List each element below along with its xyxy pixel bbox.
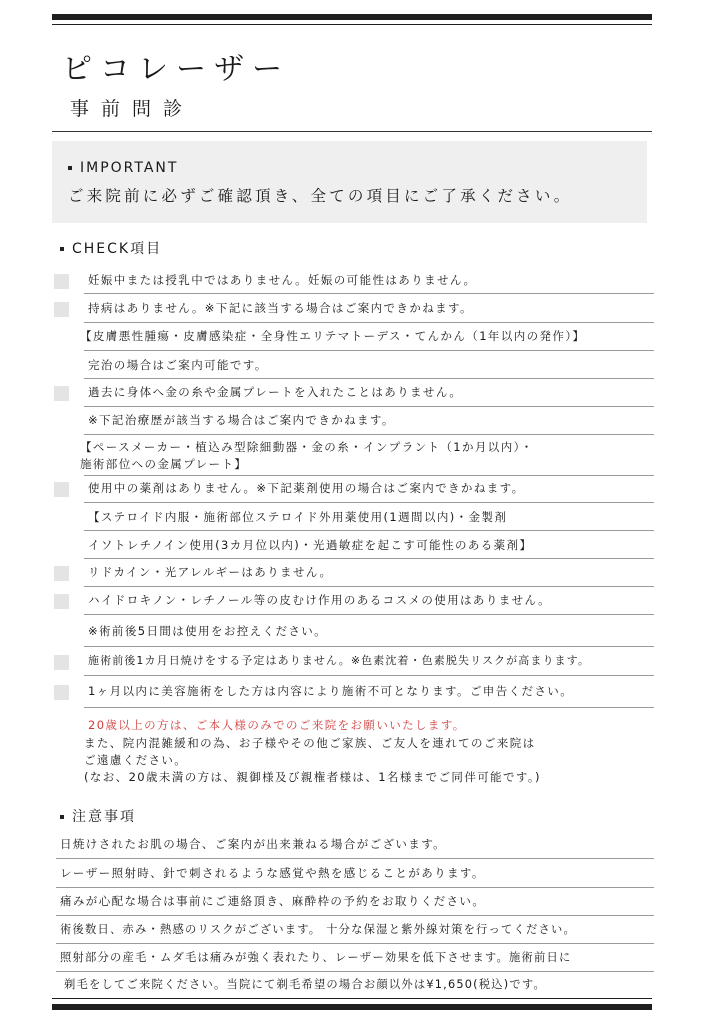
check-row: 持病はありません。※下記に該当する場合はご案内できかねます。 [88, 301, 473, 315]
row-divider [84, 586, 654, 587]
check-row: 妊娠中または授乳中ではありません。妊娠の可能性はありません。 [88, 273, 477, 287]
row-divider [56, 971, 654, 972]
row-divider [84, 350, 654, 351]
check-row: ※下記治療歴が該当する場合はご案内できかねます。 [88, 413, 395, 427]
page-title: ピコレーザー [62, 52, 290, 87]
row-divider [84, 530, 654, 531]
top-border-line [52, 24, 652, 25]
checkbox-pregnancy[interactable] [54, 274, 69, 289]
row-divider [84, 322, 654, 323]
check-row: 施術前後1カ月日焼けをする予定はありません。※色素沈着・色素脱失リスクが高まります。 [88, 654, 590, 667]
row-divider [56, 858, 654, 859]
row-divider [84, 614, 654, 615]
top-border-bar [52, 14, 652, 20]
important-box [52, 141, 647, 223]
check-section-heading [60, 238, 162, 258]
check-heading-text: CHECK項目 [72, 241, 163, 257]
row-divider [84, 406, 654, 407]
row-divider [84, 502, 654, 503]
row-divider [84, 707, 654, 708]
check-row: ※術前後5日間は使用をお控えください。 [88, 624, 328, 638]
caution-row: レーザー照射時、針で刺されるような感覚や熱を感じることがあります。 [60, 866, 485, 880]
caution-row: 照射部分の産毛・ムダ毛は痛みが強く表れたり、レーザー効果を低下させます。施術前日に [60, 951, 572, 964]
bullet-icon [60, 815, 64, 819]
important-label-text: IMPORTANT [80, 160, 179, 176]
notice-line: (なお、20歳未満の方は、親御様及び親権者様は、1名様までご同伴可能です。) [84, 770, 541, 784]
caution-heading-text: 注意事項 [72, 809, 136, 825]
caution-row: 日焼けされたお肌の場合、ご案内が出来兼ねる場合がございます。 [60, 837, 447, 851]
row-divider [84, 646, 654, 647]
check-row: 【皮膚悪性腫瘍・皮膚感染症・全身性エリテマトーデス・てんかん（1年以内の発作）】 [80, 329, 586, 343]
title-divider [52, 131, 652, 132]
page-subtitle: 事前問診 [70, 98, 195, 120]
check-row: 1ヶ月以内に美容施術をした方は内容により施術不可となります。ご申告ください。 [88, 684, 574, 698]
important-label [68, 160, 178, 176]
checkbox-cosmetics[interactable] [54, 594, 69, 609]
row-divider [84, 558, 654, 559]
bottom-border-bar [52, 1004, 652, 1010]
caution-row: 剃毛をしてご来院ください。当院にて剃毛希望の場合お顔以外は¥1,650(税込)です。 [64, 978, 546, 991]
bullet-icon [60, 247, 64, 251]
check-row: イソトレチノイン使用(3カ月位以内)・光過敏症を起こす可能性のある薬剤】 [88, 538, 533, 552]
bullet-icon [68, 166, 72, 170]
check-row: 使用中の薬剤はありません。※下記薬剤使用の場合はご案内できかねます。 [88, 481, 525, 495]
row-divider [84, 475, 654, 476]
row-divider [56, 887, 654, 888]
check-row: ハイドロキノン・レチノール等の皮むけ作用のあるコスメの使用はありません。 [88, 593, 552, 607]
important-text: ご来院前に必ずご確認頂き、全ての項目にご了承ください。 [68, 187, 573, 205]
checkbox-metal-implant[interactable] [54, 386, 69, 401]
row-divider [84, 378, 654, 379]
check-row: 完治の場合はご案内可能です。 [88, 358, 268, 372]
check-row: 【ペースメーカー・植込み型除細動器・金の糸・インプラント（1か月以内）・ [80, 440, 534, 454]
age-notice-red: 20歳以上の方は、ご本人様のみでのご来院をお願いいたします。 [88, 718, 466, 732]
check-row: リドカイン・光アレルギーはありません。 [88, 565, 333, 579]
notice-line: ご遠慮ください。 [84, 753, 188, 767]
check-row: 【ステロイド内服・施術部位ステロイド外用薬使用(1週間以内)・金製剤 [88, 510, 508, 524]
row-divider [84, 434, 654, 435]
row-divider [84, 675, 654, 676]
check-row: 施術部位への金属プレート】 [80, 457, 248, 471]
checkbox-medication[interactable] [54, 482, 69, 497]
caution-row: 痛みが心配な場合は事前にご連絡頂き、麻酔枠の予約をお取りください。 [60, 894, 486, 908]
row-divider [56, 915, 654, 916]
checkbox-chronic-disease[interactable] [54, 302, 69, 317]
checkbox-sunburn[interactable] [54, 655, 69, 670]
row-divider [56, 943, 654, 944]
check-row: 過去に身体へ金の糸や金属プレートを入れたことはありません。 [88, 385, 463, 399]
caution-section-heading [60, 806, 136, 826]
row-divider [84, 293, 654, 294]
checkbox-recent-treatment[interactable] [54, 685, 69, 700]
checkbox-lidocaine[interactable] [54, 566, 69, 581]
notice-line: また、院内混雑緩和の為、お子様やその他ご家族、ご友人を連れてのご来院は [84, 736, 536, 750]
caution-row: 術後数日、赤み・熱感のリスクがございます。 十分な保湿と紫外線対策を行ってください。 [60, 923, 577, 936]
bottom-border-line [52, 998, 652, 999]
